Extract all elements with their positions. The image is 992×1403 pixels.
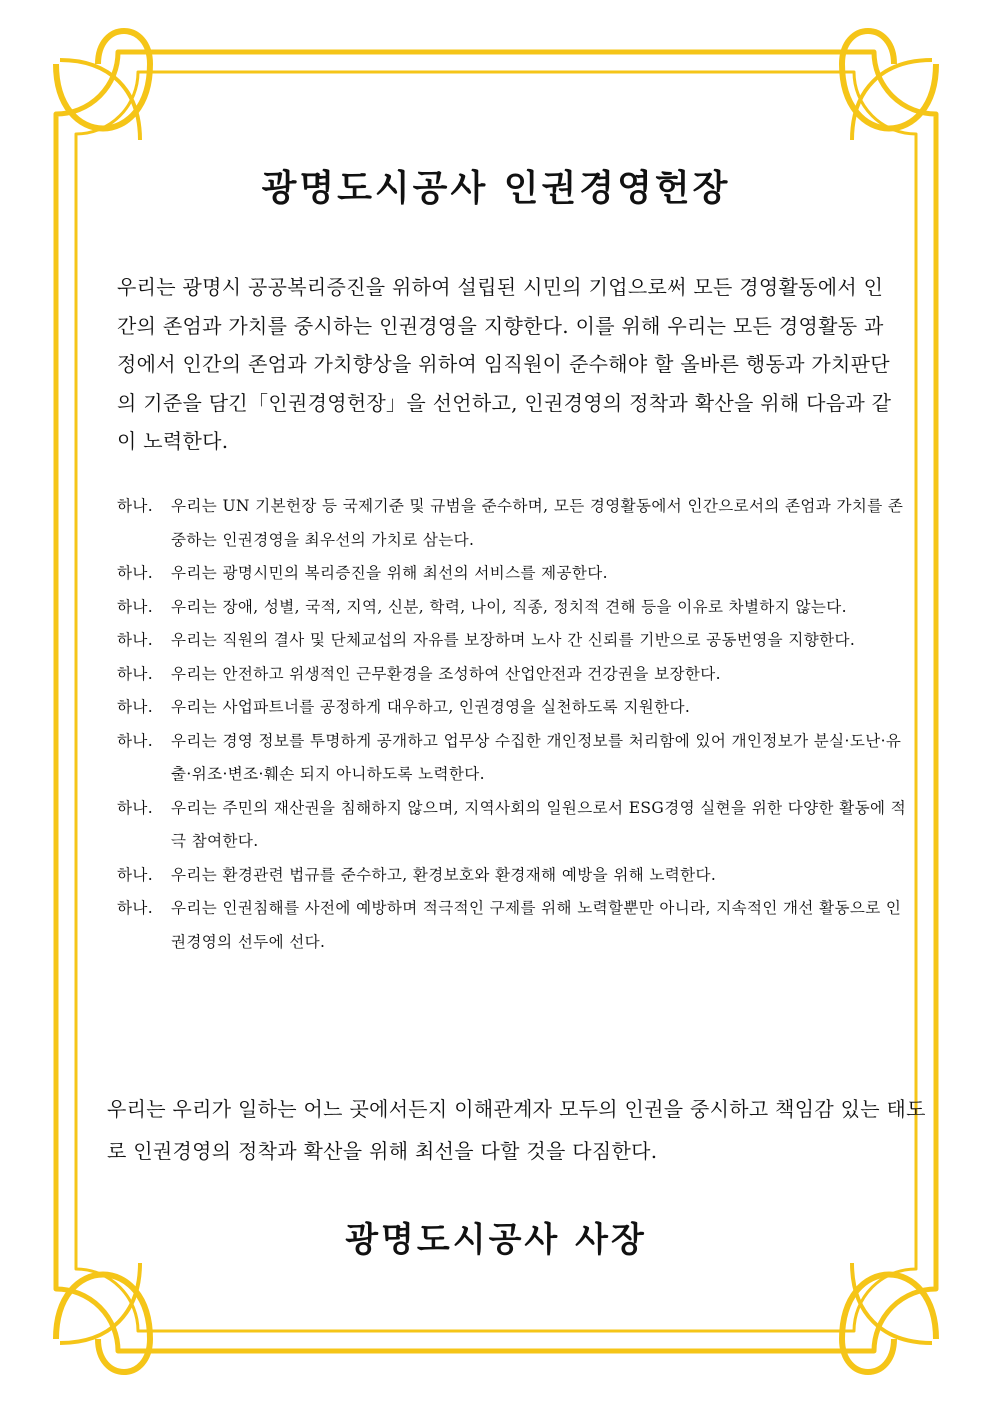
pledge-prefix: 하나. bbox=[117, 597, 154, 616]
pledge-item bbox=[117, 859, 907, 893]
closing-paragraph: 우리는 우리가 일하는 어느 곳에서든지 이해관계자 모두의 인권을 중시하고 책임감 있는 태도로 인권경영의 정착과 확산을 위해 최선을 다할 것을 다짐한다. bbox=[107, 1097, 926, 1163]
pledge-item bbox=[117, 792, 907, 859]
pledge-text: 우리는 안전하고 위생적인 근무환경을 조성하여 산업안전과 건강권을 보장한다. bbox=[171, 664, 721, 683]
pledge-prefix: 하나. bbox=[117, 899, 154, 917]
pledge-item bbox=[117, 490, 907, 557]
pledge-text: 우리는 UN 기본헌장 등 국제기준 및 규범을 준수하며, 모든 경영활동에서 인간으로서의 존엄과 가치를 존중하는 인권경영을 최우선의 가치로 삼는다. bbox=[171, 497, 904, 549]
pledge-prefix: 하나. bbox=[117, 564, 154, 582]
pledge-item bbox=[117, 658, 907, 692]
pledge-text: 우리는 직원의 결사 및 단체교섭의 자유를 보장하며 노사 간 신뢰를 기반으로 공동번영을 지향한다. bbox=[171, 631, 856, 649]
pledge-text: 우리는 장애, 성별, 국적, 지역, 신분, 학력, 나이, 직종, 정치적 견해 등을 이유로 차별하지 않는다. bbox=[171, 597, 847, 616]
pledge-prefix: 하나. bbox=[117, 698, 154, 716]
pledge-item bbox=[117, 892, 907, 959]
pledge-item bbox=[117, 624, 907, 658]
pledge-item bbox=[117, 725, 907, 792]
pledge-item bbox=[117, 691, 907, 725]
pledge-text: 우리는 사업파트너를 공정하게 대우하고, 인권경영을 실천하도록 지원한다. bbox=[171, 698, 691, 716]
pledge-text: 우리는 경영 정보를 투명하게 공개하고 업무상 수집한 개인정보를 처리함에 있어 개인정보가 분실·도난·유출·위조·변조·훼손 되지 아니하도록 노력한다. bbox=[171, 731, 902, 783]
pledge-item bbox=[117, 557, 907, 591]
pledge-text: 우리는 주민의 재산권을 침해하지 않으며, 지역사회의 일원으로서 ESG경영 실현을 위한 다양한 활동에 적극 참여한다. bbox=[171, 798, 907, 850]
intro-paragraph: 우리는 광명시 공공복리증진을 위하여 설립된 시민의 기업으로써 모든 경영활동에서 인간의 존엄과 가치를 중시하는 인권경영을 지향한다. 이를 위해 우리는 모든 경영활동 과정에서 인간의 존엄과 가치향상을 위하여 임직원이 준수해야 할 올바른 행동과 가치판단의 기준을 담긴「인권경영헌장」을 선언하고, 인권경영의 정착과 확산을 위해 다음과 같이 노력한다. bbox=[117, 275, 892, 453]
pledge-list bbox=[117, 490, 907, 959]
pledge-prefix: 하나. bbox=[117, 664, 154, 683]
pledge-prefix: 하나. bbox=[117, 731, 154, 750]
pledge-text: 우리는 광명시민의 복리증진을 위해 최선의 서비스를 제공한다. bbox=[171, 564, 608, 582]
signature: 광명도시공사 사장 bbox=[345, 1220, 647, 1260]
pledge-prefix: 하나. bbox=[117, 631, 154, 649]
document-title: 광명도시공사 인권경영헌장 bbox=[261, 167, 731, 209]
pledge-text: 우리는 인권침해를 사전에 예방하며 적극적인 구제를 위해 노력할뿐만 아니라, 지속적인 개선 활동으로 인권경영의 선두에 선다. bbox=[171, 899, 902, 951]
pledge-text: 우리는 환경관련 법규를 준수하고, 환경보호와 환경재해 예방을 위해 노력한다. bbox=[171, 865, 717, 884]
pledge-item bbox=[117, 591, 907, 625]
pledge-prefix: 하나. bbox=[117, 798, 154, 817]
pledge-prefix: 하나. bbox=[117, 865, 154, 884]
pledge-prefix: 하나. bbox=[117, 497, 154, 515]
